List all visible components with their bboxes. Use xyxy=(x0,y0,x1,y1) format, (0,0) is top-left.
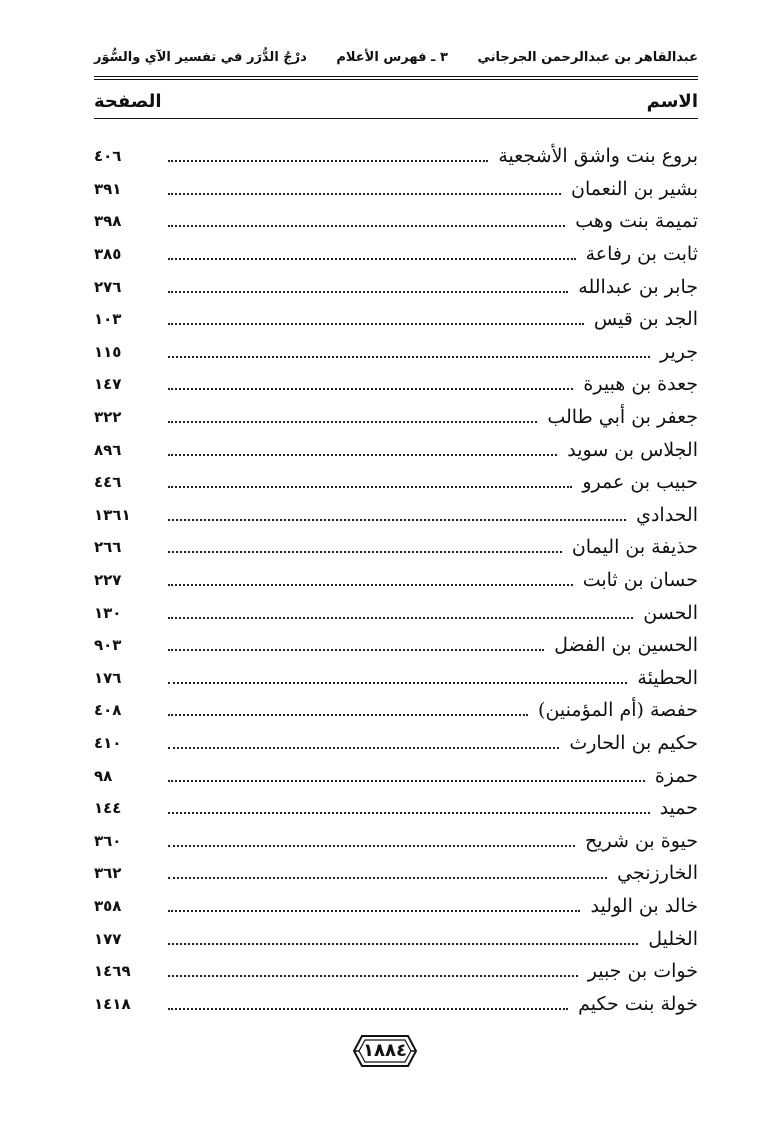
entry-page-number: ٨٩٦ xyxy=(94,440,122,459)
entry-page-number: ١٧٧ xyxy=(94,929,122,948)
leader-dots xyxy=(168,258,576,260)
leader-dots xyxy=(168,193,561,195)
column-headings xyxy=(94,86,698,116)
entry-name: حيوة بن شريح xyxy=(584,829,698,852)
entry-page-number: ١٣٠ xyxy=(94,603,122,622)
header-author: عبدالقاهر بن عبدالرحمن الجرجاني xyxy=(477,49,698,65)
entry-page-number: ٣٥٨ xyxy=(94,896,122,915)
index-entry xyxy=(94,564,698,597)
entry-page-number: ١٣٦١ xyxy=(94,505,131,524)
header-section: ٣ ـ فهرس الأعلام xyxy=(336,49,448,65)
entry-name: حسان بن ثابت xyxy=(582,569,698,592)
entry-name: بشير بن النعمان xyxy=(571,177,698,200)
entry-name: حميد xyxy=(659,797,698,820)
leader-dots xyxy=(168,225,565,227)
leader-dots xyxy=(168,584,573,586)
entry-page-number: ٤٠٨ xyxy=(94,701,122,720)
entry-page-number: ٣٩١ xyxy=(94,179,122,198)
column-headings-rule xyxy=(94,118,698,119)
entry-page-number: ٢٢٧ xyxy=(94,571,122,590)
leader-dots xyxy=(168,291,568,293)
leader-dots xyxy=(168,714,528,716)
entry-name: حفصة (أم المؤمنين) xyxy=(538,699,698,722)
entry-name: بروع بنت واشق الأشجعية xyxy=(498,145,698,168)
index-entry xyxy=(94,466,698,499)
entry-page-number: ١٤٧ xyxy=(94,375,122,394)
entry-page-number: ٤١٠ xyxy=(94,733,122,752)
entry-name: حبيب بن عمرو xyxy=(582,471,698,494)
index-entry xyxy=(94,499,698,532)
entry-name: الحطيئة xyxy=(637,666,698,689)
page-number-ornament xyxy=(352,1034,418,1068)
entry-page-number: ١٧٦ xyxy=(94,668,122,687)
index-entry xyxy=(94,140,698,173)
entry-page-number: ١٤٤ xyxy=(94,799,122,818)
entry-page-number: ٣٢٢ xyxy=(94,408,122,427)
index-entry xyxy=(94,173,698,206)
index-entry xyxy=(94,922,698,955)
index-entry xyxy=(94,336,698,369)
entry-name: جعدة بن هبيرة xyxy=(583,373,698,396)
entry-name: تميمة بنت وهب xyxy=(575,210,698,233)
entry-name: الخارزنجي xyxy=(617,862,698,885)
entry-name: جرير xyxy=(660,340,698,363)
leader-dots xyxy=(168,486,572,488)
entry-page-number: ٢٧٦ xyxy=(94,277,122,296)
entry-page-number: ١٤١٨ xyxy=(94,994,131,1013)
index-entry xyxy=(94,759,698,792)
column-heading-page: الصفحة xyxy=(94,90,162,112)
index-entry xyxy=(94,662,698,695)
entry-page-number: ٤٠٦ xyxy=(94,147,122,166)
leader-dots xyxy=(168,812,650,814)
index-entry xyxy=(94,531,698,564)
index-entry xyxy=(94,824,698,857)
entry-page-number: ١٤٦٩ xyxy=(94,962,131,981)
index-entry xyxy=(94,955,698,988)
index-entry xyxy=(94,433,698,466)
leader-dots xyxy=(168,877,607,879)
index-entry xyxy=(94,727,698,760)
header-rule xyxy=(94,76,698,77)
entry-name: جابر بن عبدالله xyxy=(578,275,698,298)
entry-name: حكيم بن الحارث xyxy=(569,731,698,754)
leader-dots xyxy=(168,747,559,749)
leader-dots xyxy=(168,454,557,456)
entry-page-number: ٣٩٨ xyxy=(94,212,122,231)
entry-page-number: ٣٦٠ xyxy=(94,831,122,850)
entry-page-number: ٢٦٦ xyxy=(94,538,122,557)
header-rule-thin xyxy=(94,79,698,80)
leader-dots xyxy=(168,519,626,521)
index-entry xyxy=(94,270,698,303)
entry-page-number: ٩٠٣ xyxy=(94,636,122,655)
entry-name: جعفر بن أبي طالب xyxy=(547,406,698,429)
index-entry xyxy=(94,987,698,1020)
entry-name: الحدادي xyxy=(636,503,698,526)
entry-name: الحسن xyxy=(643,601,698,624)
leader-dots xyxy=(168,421,537,423)
index-entry xyxy=(94,401,698,434)
leader-dots xyxy=(168,910,580,912)
entry-name: الخليل xyxy=(648,927,698,950)
leader-dots xyxy=(168,682,627,684)
page-number: ١٨٨٤ xyxy=(363,1040,407,1061)
leader-dots xyxy=(168,551,562,553)
entry-page-number: ٩٨ xyxy=(94,766,113,785)
leader-dots xyxy=(168,845,575,847)
running-header xyxy=(94,40,698,74)
leader-dots xyxy=(168,160,488,162)
entry-page-number: ٤٤٦ xyxy=(94,473,122,492)
leader-dots xyxy=(168,388,573,390)
entry-name: خولة بنت حكيم xyxy=(578,992,698,1015)
index-entry xyxy=(94,857,698,890)
entry-page-number: ٣٦٢ xyxy=(94,864,122,883)
entry-page-number: ١٠٣ xyxy=(94,310,122,329)
index-list xyxy=(94,140,698,1020)
entry-name: خالد بن الوليد xyxy=(590,894,698,917)
column-heading-name: الاسم xyxy=(646,90,698,112)
header-book-title: درْجُ الدُّرَر في تفسير الآي والسُّوَر xyxy=(94,49,307,65)
entry-name: ثابت بن رفاعة xyxy=(585,243,698,266)
index-entry xyxy=(94,890,698,923)
entry-name: الجد بن قيس xyxy=(593,308,698,331)
leader-dots xyxy=(168,649,544,651)
index-entry xyxy=(94,368,698,401)
entry-name: الحسين بن الفضل xyxy=(554,634,698,657)
index-entry xyxy=(94,205,698,238)
index-entry xyxy=(94,792,698,825)
leader-dots xyxy=(168,356,650,358)
entry-name: حمزة xyxy=(654,764,698,787)
leader-dots xyxy=(168,1008,568,1010)
leader-dots xyxy=(168,975,578,977)
index-entry xyxy=(94,238,698,271)
index-entry xyxy=(94,694,698,727)
index-entry xyxy=(94,303,698,336)
entry-page-number: ٣٨٥ xyxy=(94,245,122,264)
entry-page-number: ١١٥ xyxy=(94,342,122,361)
leader-dots xyxy=(168,943,638,945)
entry-name: الجلاس بن سويد xyxy=(567,438,698,461)
leader-dots xyxy=(168,780,645,782)
entry-name: حذيفة بن اليمان xyxy=(571,536,698,559)
entry-name: خوات بن جبير xyxy=(587,960,698,983)
leader-dots xyxy=(168,617,633,619)
index-entry xyxy=(94,596,698,629)
index-entry xyxy=(94,629,698,662)
leader-dots xyxy=(168,323,584,325)
